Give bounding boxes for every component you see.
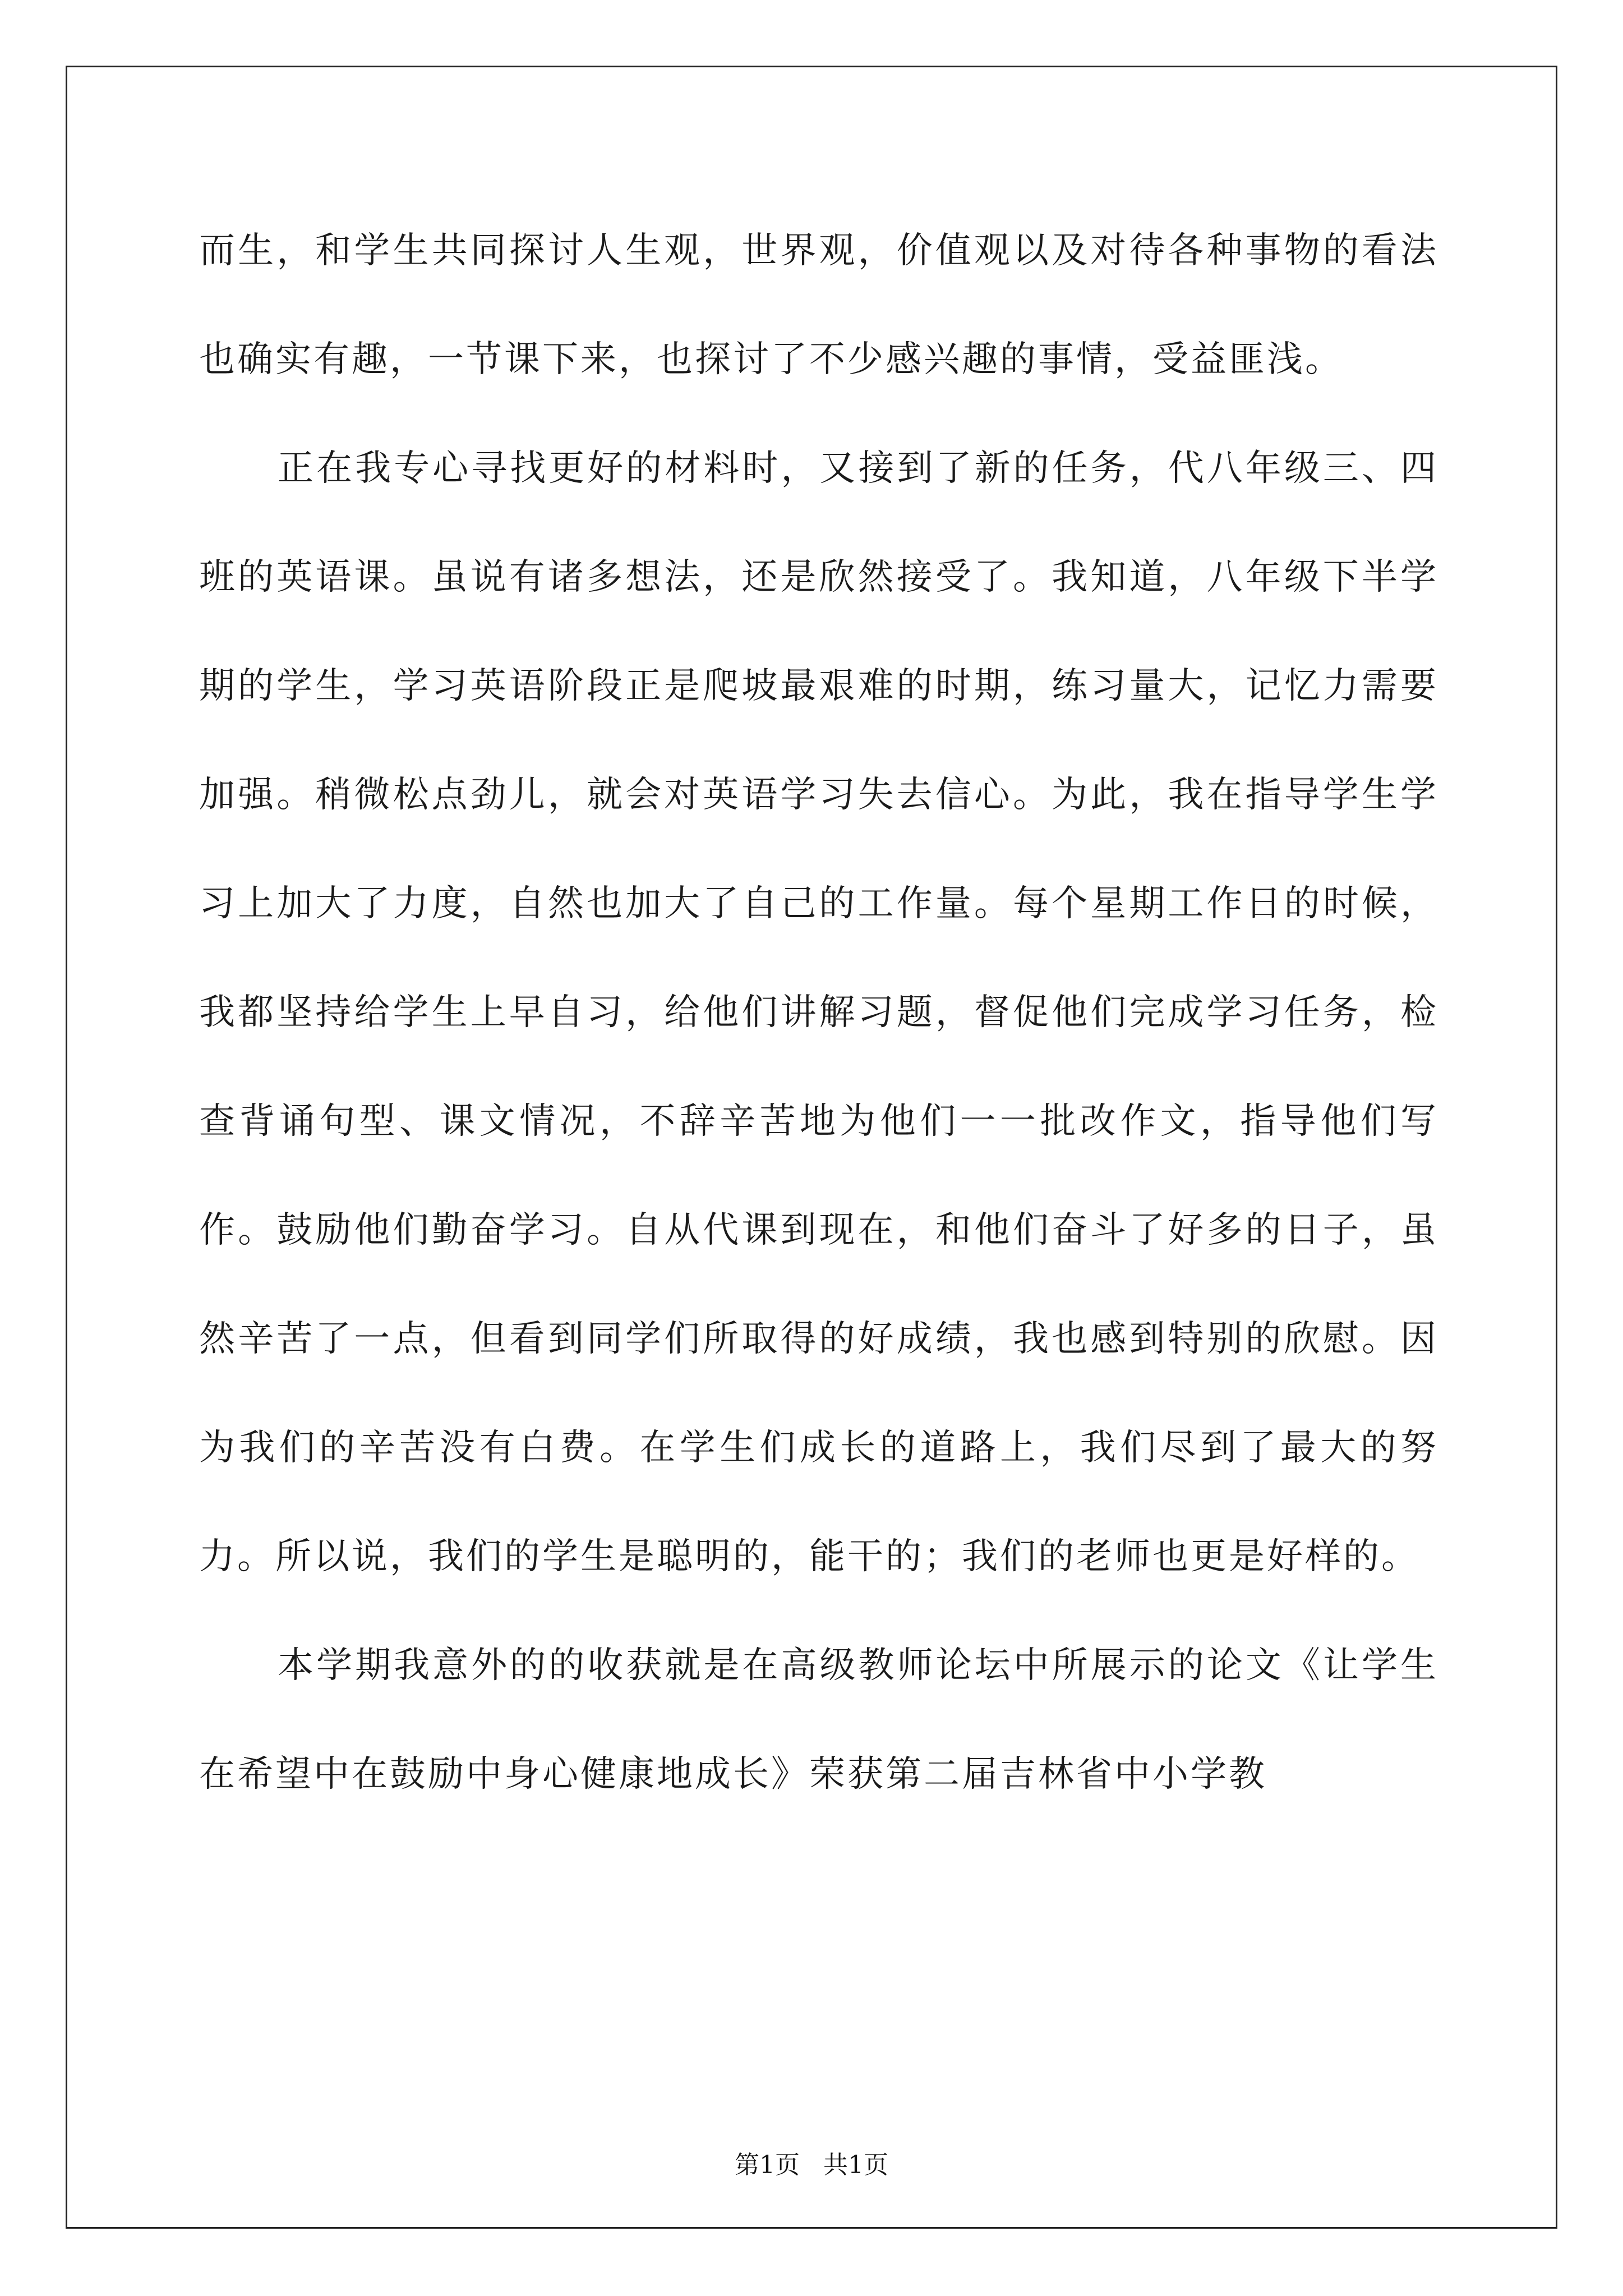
- paragraph-teaching-english: 正在我专心寻找更好的材料时，又接到了新的任务，代八年级三、四班的英语课。虽说有诸多想法，还是欣然接受了。我知道，八年级下半学期的学生，学习英语阶段正是爬坡最艰难的时期，练习量大，记忆力需要加强。稍微松点劲儿，就会对英语学习失去信心。为此，我在指导学生学习上加大了力度，自然也加大了自己的工作量。每个星期工作日的时候，我都坚持给学生上早自习，给他们讲解习题，督促他们完成学习任务，检查背诵句型、课文情况，不辞辛苦地为他们一一批改作文，指导他们写作。鼓励他们勤奋学习。自从代课到现在，和他们奋斗了好多的日子，虽然辛苦了一点，但看到同学们所取得的好成绩，我也感到特别的欣慰。因为我们的辛苦没有白费。在学生们成长的道路上，我们尽到了最大的努力。所以说，我们的学生是聪明的，能干的；我们的老师也更是好样的。: [199, 448, 1438, 1577]
- document-body: [199, 196, 1438, 1829]
- page-footer: [0, 2148, 1623, 2182]
- paragraph-continuation: 而生，和学生共同探讨人生观，世界观，价值观以及对待各种事物的看法也确实有趣，一节课下来，也探讨了不少感兴趣的事情，受益匪浅。: [199, 230, 1438, 380]
- page-number-current: 第1页: [735, 2151, 800, 2179]
- page-number-total: 共1页: [823, 2151, 888, 2179]
- paragraph-achievement: 本学期我意外的的收获就是在高级教师论坛中所展示的论文《让学生在希望中在鼓励中身心健康地成长》荣获第二届吉林省中小学教: [199, 1645, 1438, 1795]
